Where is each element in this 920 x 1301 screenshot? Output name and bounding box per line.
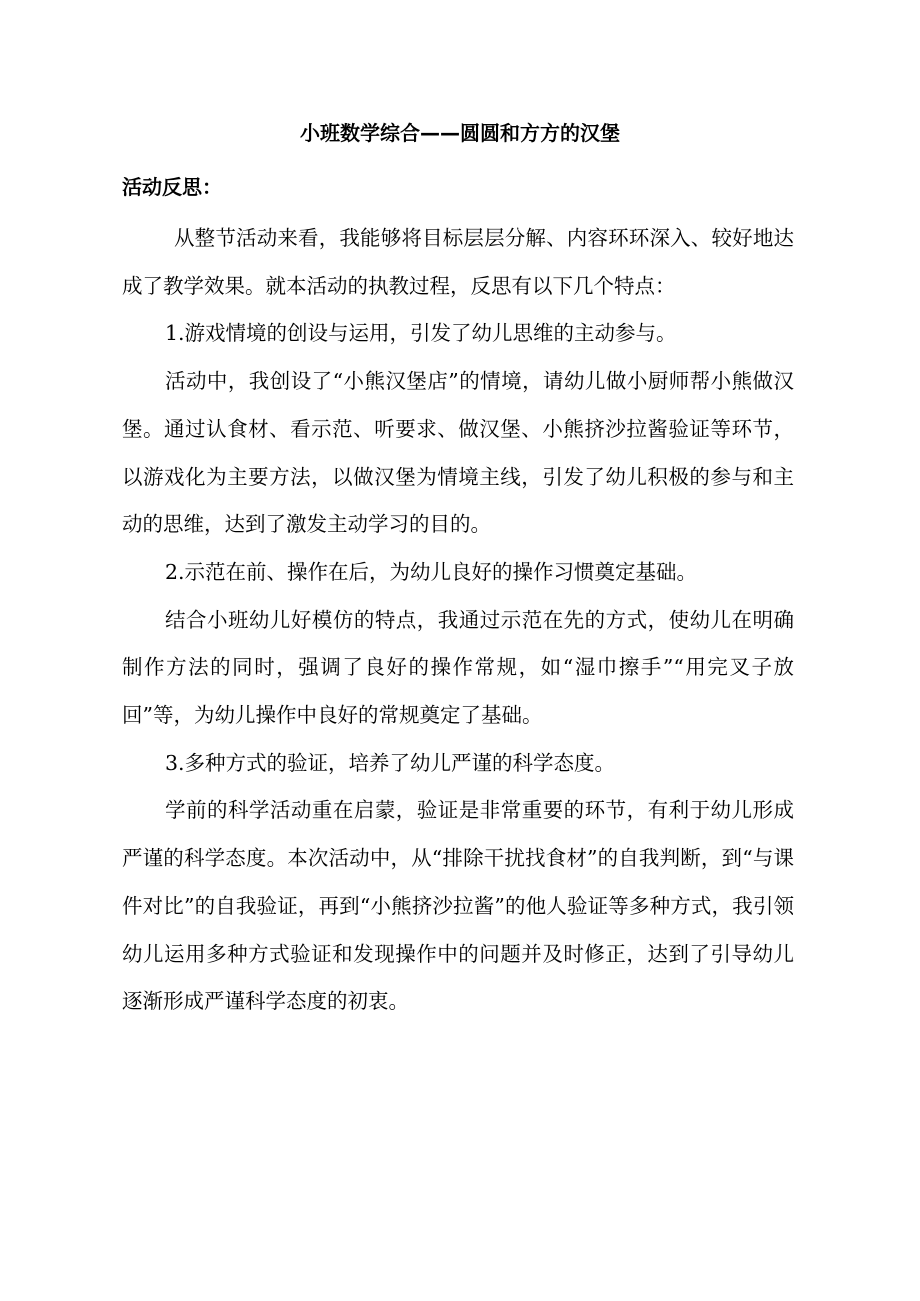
detail-3-paragraph: 学前的科学活动重在启蒙，验证是非常重要的环节，有利于幼儿形成严谨的科学态度。本次活动中，从“排除干扰找食材”的自我判断，到“与课件对比”的自我验证，再到“小熊挤沙拉酱”的他人验证等多种方式，我引领幼儿运用多种方式验证和发现操作中的问题并及时修正，达到了引导幼儿逐渐形成严谨科学态度的初衷。 [122, 798, 794, 1014]
intro-paragraph: 从整节活动来看，我能够将目标层层分解、内容环环深入、较好地达成了教学效果。就本活动的执教过程，反思有以下几个特点： [122, 226, 794, 298]
document-title: 小班数学综合——圆圆和方方的汉堡 [300, 121, 620, 145]
detail-1-paragraph: 活动中，我创设了“小熊汉堡店”的情境，请幼儿做小厨师帮小熊做汉堡。通过认食材、看示范、听要求、做汉堡、小熊挤沙拉酱验证等环节，以游戏化为主要方法，以做汉堡为情境主线，引发了幼儿积极的参与和主动的思维，达到了激发主动学习的目的。 [122, 369, 794, 537]
document-body [122, 215, 794, 1026]
detail-2-paragraph: 结合小班幼儿好模仿的特点，我通过示范在先的方式，使幼儿在明确制作方法的同时，强调了良好的操作常规，如“湿巾擦手”“用完叉子放回”等，为幼儿操作中良好的常规奠定了基础。 [122, 607, 794, 728]
point-2-paragraph: 2.示范在前、操作在后，为幼儿良好的操作习惯奠定基础。 [165, 559, 698, 584]
point-3-paragraph: 3.多种方式的验证，培养了幼儿严谨的科学态度。 [165, 750, 616, 775]
point-1-paragraph: 1.游戏情境的创设与运用，引发了幼儿思维的主动参与。 [165, 321, 677, 346]
section-heading: 活动反思： [122, 175, 222, 199]
